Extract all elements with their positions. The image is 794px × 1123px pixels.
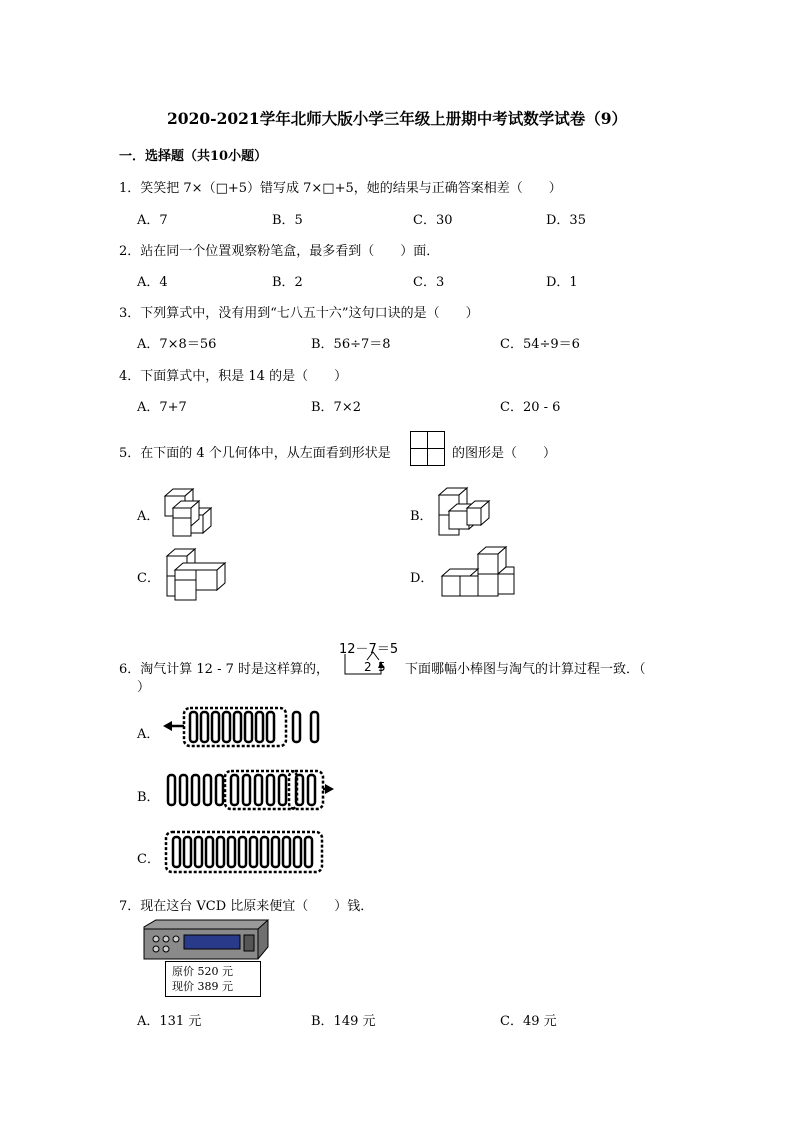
q5-option-a: A．	[137, 509, 160, 524]
cube-figure-d	[440, 546, 520, 604]
question-1: 1．笑笑把 7×（□+5）错写成 7×□+5，她的结果与正确答案相差（ ）	[119, 181, 562, 196]
question-7: 7．现在这台 VCD 比原来便宜（ ）钱．	[119, 899, 374, 914]
question-2: 2．站在同一个位置观察粉笔盒，最多看到（ ）面．	[119, 244, 440, 259]
sticks-figure-c	[163, 829, 325, 875]
sticks-figure-a	[163, 704, 329, 750]
q7-option-c: C．49 元	[500, 1014, 557, 1029]
sticks-figure-b	[163, 767, 335, 813]
q5-option-c: C．	[137, 571, 160, 586]
question-6-text-cont: ）	[137, 680, 151, 695]
q4-option-c: C．20 - 6	[500, 400, 561, 415]
section-heading: 一．选择题（共10小题）	[119, 149, 268, 164]
q1-option-c: C．30	[413, 213, 453, 228]
q2-option-d: D．1	[546, 275, 578, 290]
question-5-text-end: 的图形是（ ）	[452, 446, 557, 461]
q3-option-c: C．54÷9＝6	[500, 337, 580, 352]
q1-option-d: D．35	[546, 213, 586, 228]
calc-line: 12－7＝5	[339, 642, 399, 657]
question-6-text: 6．淘气计算 12 - 7 时是这样算的，	[119, 662, 330, 677]
vcd-player-icon	[140, 919, 272, 963]
cube-figure-a	[163, 488, 213, 538]
question-3: 3．下列算式中，没有用到“七八五十六”这句口诀的是（ ）	[119, 306, 479, 321]
q4-option-b: B．7×2	[311, 400, 361, 415]
calc-part-5: 5	[378, 660, 386, 674]
q6-option-b: B．	[137, 790, 160, 805]
q2-option-b: B．2	[272, 275, 303, 290]
calc-split-diagram	[343, 652, 405, 682]
original-price: 原价 520 元	[172, 965, 233, 978]
calc-part-2: 2	[364, 660, 372, 674]
q3-option-a: A．7×8＝56	[137, 337, 217, 352]
q2-option-c: C．3	[413, 275, 445, 290]
q7-option-b: B．149 元	[311, 1014, 376, 1029]
question-5-text: 5．在下面的 4 个几何体中，从左面看到形状是	[119, 446, 391, 461]
price-box	[165, 961, 261, 997]
q6-option-a: A．	[137, 727, 160, 742]
q7-option-a: A．131 元	[137, 1014, 202, 1029]
q5-option-b: B．	[410, 509, 433, 524]
question-4: 4．下面算式中，积是 14 的是（ ）	[119, 369, 348, 384]
page-title: 2020-2021学年北师大版小学三年级上册期中考试数学试卷（9）	[167, 109, 627, 128]
q2-option-a: A．4	[137, 275, 168, 290]
q1-option-a: A．7	[137, 213, 168, 228]
q4-option-a: A．7+7	[137, 400, 187, 415]
square-grid-icon	[410, 431, 446, 467]
q6-option-c: C．	[137, 852, 160, 867]
cube-figure-b	[437, 486, 491, 540]
current-price: 现价 389 元	[172, 980, 233, 993]
question-6-text-end: 下面哪幅小棒图与淘气的计算过程一致．（	[405, 662, 646, 677]
q1-option-b: B．5	[272, 213, 303, 228]
cube-figure-c	[165, 546, 233, 604]
q5-option-d: D．	[410, 571, 434, 586]
q3-option-b: B．56÷7＝8	[311, 337, 391, 352]
